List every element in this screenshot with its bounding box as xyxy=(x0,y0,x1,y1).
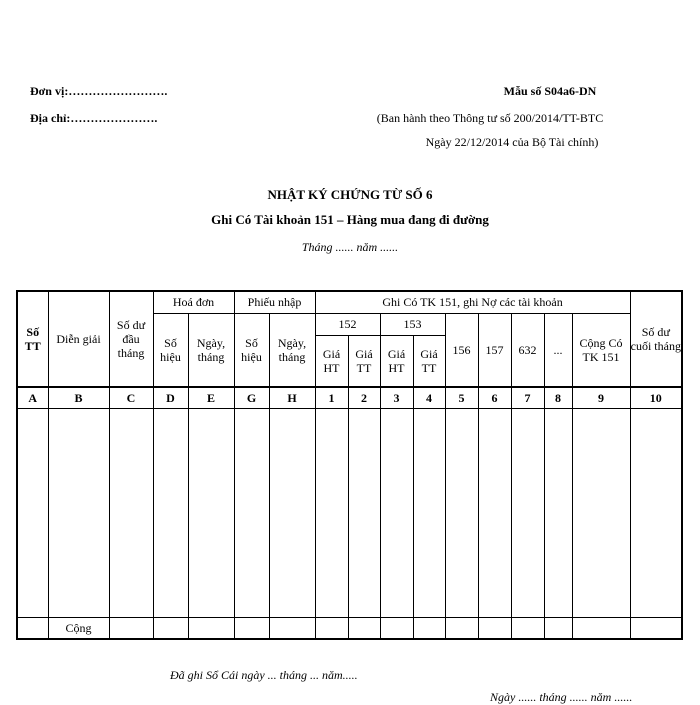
column-letter: 9 xyxy=(572,387,630,409)
price-tt-153-header: Giá TT xyxy=(413,335,445,387)
col-closing-balance-header: Số dư cuối tháng xyxy=(630,291,682,387)
price-tt-152-header: Giá TT xyxy=(348,335,380,387)
form-code: Mẫu số S04a6-DN xyxy=(503,84,597,98)
column-letter: 6 xyxy=(478,387,511,409)
page-title: NHẬT KÝ CHỨNG TỪ SỐ 6 xyxy=(267,187,433,202)
account-157-header: 157 xyxy=(478,313,511,387)
column-letter: D xyxy=(153,387,188,409)
column-letter: G xyxy=(234,387,269,409)
date-line: Ngày ...... tháng ...... năm ...... xyxy=(490,690,633,704)
column-letter: 2 xyxy=(348,387,380,409)
column-letter: B xyxy=(48,387,109,409)
receipt-group-header: Phiếu nhập xyxy=(234,291,315,313)
account-152-header: 152 xyxy=(315,313,380,335)
account-632-header: 632 xyxy=(511,313,544,387)
price-ht-152-header: Giá HT xyxy=(315,335,348,387)
receipt-number-header: Số hiệu xyxy=(234,313,269,387)
journal-table xyxy=(16,290,683,640)
column-letter: 3 xyxy=(380,387,413,409)
col-description-header: Diễn giải xyxy=(48,291,109,387)
invoice-date-header: Ngày, tháng xyxy=(188,313,234,387)
page-subtitle: Ghi Có Tài khoản 151 – Hàng mua đang đi đường xyxy=(211,212,489,227)
price-ht-153-header: Giá HT xyxy=(380,335,413,387)
column-letter: H xyxy=(269,387,315,409)
column-letter: 7 xyxy=(511,387,544,409)
invoice-number-header: Số hiệu xyxy=(153,313,188,387)
column-letter: 8 xyxy=(544,387,572,409)
table-row xyxy=(17,409,682,618)
total-label: Cộng xyxy=(48,618,109,640)
receipt-date-header: Ngày, tháng xyxy=(269,313,315,387)
ledger-posted-note: Đã ghi Sổ Cái ngày ... tháng ... năm..... xyxy=(170,668,358,682)
issued-date: Ngày 22/12/2014 của Bộ Tài chính) xyxy=(425,135,599,149)
account-other-header: ... xyxy=(544,313,572,387)
column-letter: 10 xyxy=(630,387,682,409)
total-row xyxy=(17,618,682,640)
account-153-header: 153 xyxy=(380,313,445,335)
column-letter: A xyxy=(17,387,48,409)
column-letter: 5 xyxy=(445,387,478,409)
account-156-header: 156 xyxy=(445,313,478,387)
column-letter: 4 xyxy=(413,387,445,409)
invoice-group-header: Hoá đơn xyxy=(153,291,234,313)
column-letter: 1 xyxy=(315,387,348,409)
total-credit-header: Cộng Có TK 151 xyxy=(572,313,630,387)
issued-by: (Ban hành theo Thông tư số 200/2014/TT-BTC xyxy=(376,111,604,125)
period-line: Tháng ...... năm ...... xyxy=(301,240,399,254)
column-letter: E xyxy=(188,387,234,409)
column-letter: C xyxy=(109,387,153,409)
address-field: Địa chỉ:…………………. xyxy=(30,111,158,125)
col-stt-header: Số TT xyxy=(17,291,48,387)
unit-field: Đơn vị:……………………. xyxy=(30,84,168,98)
col-opening-balance-header: Số dư đầu tháng xyxy=(109,291,153,387)
credit-group-header: Ghi Có TK 151, ghi Nợ các tài khoản xyxy=(315,291,630,313)
